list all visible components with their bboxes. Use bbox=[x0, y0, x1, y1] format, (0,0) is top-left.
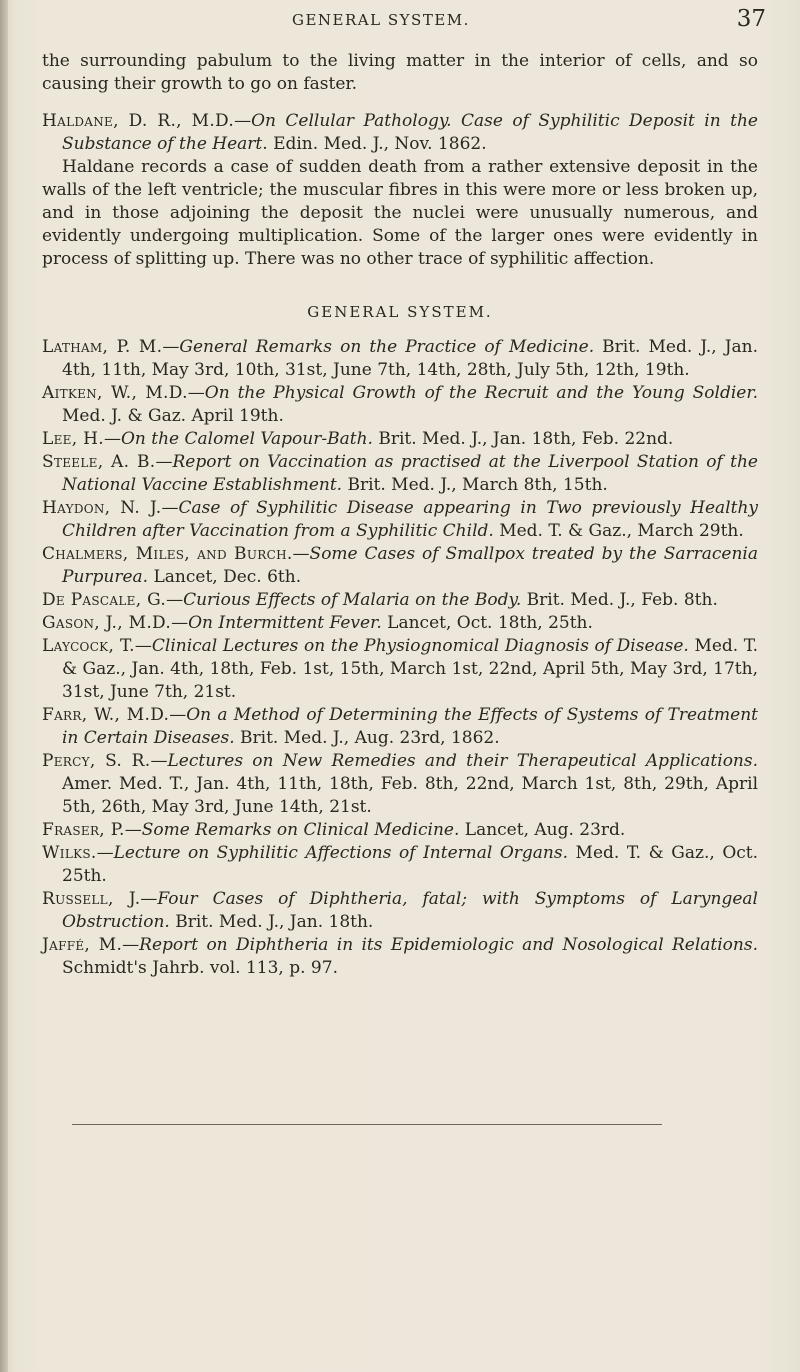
reference-entry: Farr, W., M.D.—On a Method of Determining the Effects of Systems of Treatment in Certain Diseases. Brit. Med. J., Aug. 23rd, 1862. bbox=[42, 705, 758, 748]
haldane-reference: Haldane, D. R., M.D.—On Cellular Pathology. Case of Syphilitic Deposit in the Substance of the Heart. Edin. Med. J., Nov. 1862. bbox=[42, 111, 758, 154]
reference-author: Latham, P. M. bbox=[42, 337, 163, 357]
reference-title: On Intermittent Fever. bbox=[188, 613, 382, 633]
reference-title: Lectures on New Remedies and their Therapeutical Applications. bbox=[167, 751, 759, 771]
reference-entry: Aitken, W., M.D.—On the Physical Growth of the Recruit and the Young Soldier. Med. J. & Gaz. April 19th. bbox=[42, 383, 758, 426]
reference-source: Med. T. & Gaz., March 29th. bbox=[499, 521, 744, 541]
reference-source: Edin. Med. J., Nov. 1862. bbox=[273, 134, 487, 154]
reference-entry: Percy, S. R.—Lectures on New Remedies and their Therapeutical Applications. Amer. Med. T., Jan. 4th, 11th, 18th, Feb. 8th, 22nd, March 1st, 8th, 29th, April 5th, 26th, May 3rd, June 14th, 21st. bbox=[42, 751, 759, 817]
reference-entry: Russell, J.—Four Cases of Diphtheria, fatal; with Symptoms of Laryngeal Obstruction. Brit. Med. J., Jan. 18th. bbox=[42, 889, 758, 932]
reference-list bbox=[42, 336, 758, 980]
reference-entry: Latham, P. M.—General Remarks on the Practice of Medicine. Brit. Med. J., Jan. 4th, 11th, May 3rd, 10th, 31st, June 7th, 14th, 28th, July 5th, 12th, 19th. bbox=[42, 337, 758, 380]
reference-source: Med. T. & Gaz., Oct. 25th. bbox=[62, 843, 759, 886]
reference-author: Steele, A. B. bbox=[42, 452, 156, 472]
reference-entry: Steele, A. B.—Report on Vaccination as practised at the Liverpool Station of the National Vaccine Establishment. Brit. Med. J., March 8th, 15th. bbox=[42, 452, 758, 495]
reference-author: Fraser, P. bbox=[42, 820, 125, 840]
reference-title: On the Calomel Vapour-Bath. bbox=[120, 429, 373, 449]
reference-title: Clinical Lectures on the Physiognomical Diagnosis of Disease. bbox=[151, 636, 689, 656]
reference-source: Brit. Med. J., Jan. 4th, 11th, May 3rd, 10th, 31st, June 7th, 14th, 28th, July 5th, 12th, 19th. bbox=[62, 337, 758, 380]
page-number: 37 bbox=[736, 6, 766, 32]
reference-author: Russell, J. bbox=[42, 889, 141, 909]
reference-author: Chalmers, Miles, and Burch. bbox=[42, 544, 293, 564]
haldane-summary: Haldane records a case of sudden death from a rather extensive deposit in the walls of the left ventricle; the muscular fibres in this were more or less broken up, and in those adjoining the deposit the nuclei were unusually numerous, and evidently undergoing multiplication. Some of the larger ones were evidently in process of splitting up. There was no other trace of syphilitic affection. bbox=[42, 157, 758, 269]
reference-source: Lancet, Oct. 18th, 25th. bbox=[387, 613, 593, 633]
reference-author: Haldane, D. R., M.D. bbox=[42, 111, 235, 131]
reference-title: Lecture on Syphilitic Affections of Internal Organs. bbox=[113, 843, 568, 863]
reference-author: Gason, J., M.D. bbox=[42, 613, 172, 633]
reference-title: General Remarks on the Practice of Medicine. bbox=[179, 337, 595, 357]
binding-gutter bbox=[0, 0, 8, 1372]
reference-source: Schmidt's Jahrb. vol. 113, p. 97. bbox=[62, 958, 338, 978]
reference-source: Lancet, Dec. 6th. bbox=[153, 567, 302, 587]
reference-author: Laycock, T. bbox=[42, 636, 135, 656]
section-heading: GENERAL SYSTEM. bbox=[307, 303, 493, 321]
reference-title: Curious Effects of Malaria on the Body. bbox=[183, 590, 522, 610]
reference-source: Brit. Med. J., Feb. 8th. bbox=[526, 590, 718, 610]
bottom-rule bbox=[72, 1124, 662, 1125]
reference-title: On a Method of Determining the Effects of Systems of Treatment in Certain Diseases. bbox=[62, 705, 758, 748]
reference-source: Brit. Med. J., Jan. 18th, Feb. 22nd. bbox=[378, 429, 674, 449]
reference-entry: De Pascale, G.—Curious Effects of Malaria on the Body. Brit. Med. J., Feb. 8th. bbox=[42, 590, 718, 610]
reference-title: Some Remarks on Clinical Medicine. bbox=[141, 820, 460, 840]
reference-entry: Wilks.—Lecture on Syphilitic Affections of Internal Organs. Med. T. & Gaz., Oct. 25th. bbox=[42, 843, 759, 886]
reference-author: Haydon, N. J. bbox=[42, 498, 162, 518]
reference-title: Some Cases of Smallpox treated by the Sarracenia Purpurea. bbox=[62, 544, 758, 587]
reference-source: Brit. Med. J., Jan. 18th. bbox=[175, 912, 374, 932]
reference-source: Med. T. & Gaz., Jan. 4th, 18th, Feb. 1st, 15th, March 1st, 22nd, April 5th, May 3rd, 17th, 31st, June 7th, 21st. bbox=[62, 636, 759, 702]
reference-author: Lee, H. bbox=[42, 429, 104, 449]
reference-entry: Laycock, T.—Clinical Lectures on the Physiognomical Diagnosis of Disease. Med. T. & Gaz., Jan. 4th, 18th, Feb. 1st, 15th, March 1st, 22nd, April 5th, May 3rd, 17th, 31st, June 7th, 21st. bbox=[42, 636, 759, 702]
reference-entry: Jaffé, M.—Report on Diphtheria in its Epidemiologic and Nosological Relations. Schmidt's Jahrb. vol. 113, p. 97. bbox=[42, 935, 758, 978]
running-head bbox=[0, 6, 800, 36]
reference-title: Four Cases of Diphtheria, fatal; with Symptoms of Laryngeal Obstruction. bbox=[62, 889, 758, 932]
intro-paragraph: the surrounding pabulum to the living matter in the interior of cells, and so causing their growth to go on faster. bbox=[42, 51, 758, 94]
reference-author: Percy, S. R. bbox=[42, 751, 151, 771]
reference-author: Farr, W., M.D. bbox=[42, 705, 170, 725]
running-title: GENERAL SYSTEM. bbox=[292, 11, 470, 29]
reference-entry: Gason, J., M.D.—On Intermittent Fever. Lancet, Oct. 18th, 25th. bbox=[42, 613, 593, 633]
reference-author: De Pascale, G. bbox=[42, 590, 167, 610]
reference-entry: Chalmers, Miles, and Burch.—Some Cases of Smallpox treated by the Sarracenia Purpurea. Lancet, Dec. 6th. bbox=[42, 544, 758, 587]
reference-entry: Lee, H.—On the Calomel Vapour-Bath. Brit. Med. J., Jan. 18th, Feb. 22nd. bbox=[42, 429, 674, 449]
reference-author: Jaffé, M. bbox=[42, 935, 123, 955]
reference-entry: Fraser, P.—Some Remarks on Clinical Medicine. Lancet, Aug. 23rd. bbox=[42, 820, 626, 840]
reference-source: Lancet, Aug. 23rd. bbox=[464, 820, 626, 840]
reference-title: Report on Vaccination as practised at the Liverpool Station of the National Vaccine Establishment. bbox=[62, 452, 758, 495]
reference-title: On Cellular Pathology. Case of Syphilitic Deposit in the Substance of the Heart. bbox=[62, 111, 758, 154]
reference-entry: Haydon, N. J.—Case of Syphilitic Disease appearing in Two previously Healthy Children after Vaccination from a Syphilitic Child. Med. T. & Gaz., March 29th. bbox=[42, 498, 758, 541]
reference-source: Brit. Med. J., Aug. 23rd, 1862. bbox=[240, 728, 500, 748]
reference-title: Case of Syphilitic Disease appearing in Two previously Healthy Children after Vaccination from a Syphilitic Child. bbox=[62, 498, 758, 541]
reference-source: Amer. Med. T., Jan. 4th, 11th, 18th, Feb. 8th, 22nd, March 1st, 8th, 29th, April 5th, 26th, May 3rd, June 14th, 21st. bbox=[62, 774, 758, 817]
reference-source: Brit. Med. J., March 8th, 15th. bbox=[347, 475, 608, 495]
reference-title: Report on Diphtheria in its Epidemiologic and Nosological Relations. bbox=[139, 935, 758, 955]
page-content bbox=[42, 50, 758, 980]
reference-author: Aitken, W., M.D. bbox=[42, 383, 188, 403]
reference-title: On the Physical Growth of the Recruit and the Young Soldier. bbox=[204, 383, 758, 403]
reference-source: Med. J. & Gaz. April 19th. bbox=[62, 406, 284, 426]
reference-author: Wilks. bbox=[42, 843, 97, 863]
